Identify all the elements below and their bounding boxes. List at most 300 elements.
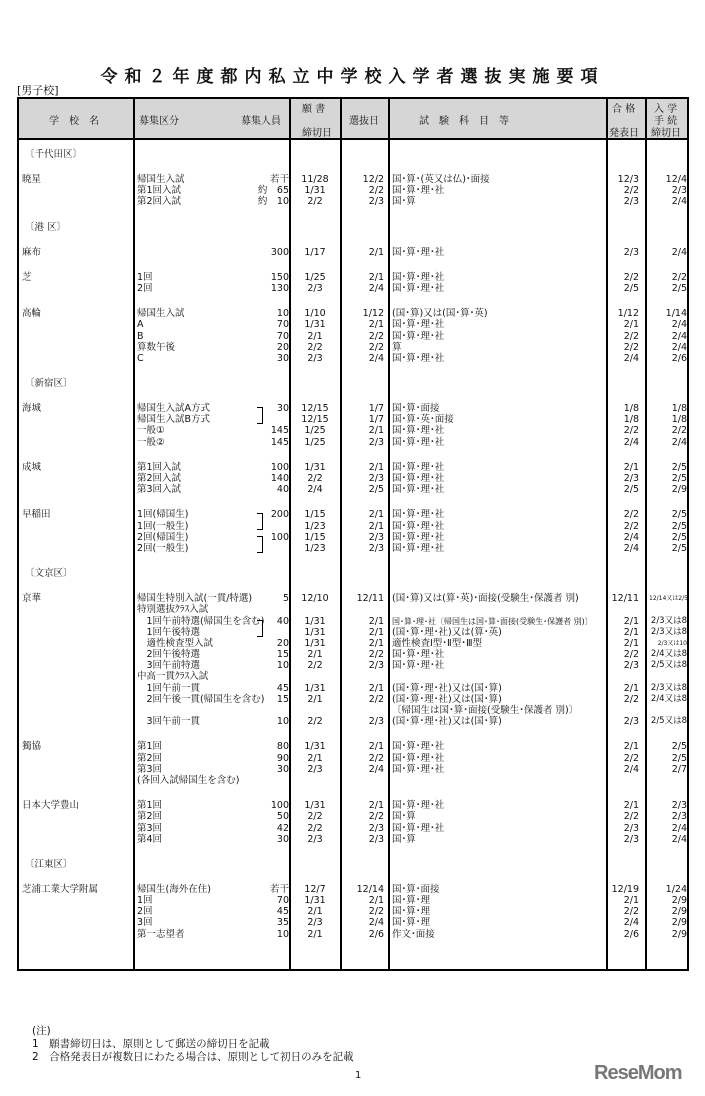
capacity: 30 (276, 352, 289, 364)
exam-date: 1/7 (368, 403, 384, 415)
subjects: 国･算･英･面接 (392, 414, 454, 426)
result-date: 2/2 (623, 906, 639, 918)
school-block (19, 308, 687, 364)
subjects: 国･算･理･社 (392, 800, 445, 812)
header-proc-mid: 手 続 (654, 116, 678, 127)
header-category: 募集区分 (139, 116, 179, 127)
table-row (19, 649, 687, 660)
subjects: 国･算･理･社 (392, 330, 445, 342)
result-date: 2/5 (623, 484, 639, 496)
school-name: 成城 (22, 461, 42, 473)
exam-date: 2/5 (368, 484, 384, 496)
subjects: 国･算･理･社 (392, 246, 445, 258)
result-date: 2/3 (623, 246, 639, 258)
subjects: (国･算･理･社)又は(国･算) (392, 682, 502, 694)
result-date: 2/4 (623, 542, 639, 554)
deadline: 2/1 (307, 330, 323, 342)
ward-heading: 〔港 区〕 (25, 221, 67, 233)
procedure-deadline: 2/4又は8 (650, 693, 687, 704)
capacity: 130 (270, 282, 289, 294)
result-date: 2/1 (623, 461, 639, 473)
category: 2回午後特選 (137, 649, 201, 661)
result-date: 2/3 (623, 716, 639, 728)
capacity: 10 (276, 308, 289, 320)
capacity: 10 (276, 716, 289, 728)
category: B (137, 330, 144, 342)
deadline: 11/28 (301, 174, 329, 185)
table-row (19, 895, 687, 906)
table-row (19, 638, 687, 649)
category: 一般② (137, 436, 165, 448)
capacity: 5 (282, 593, 289, 605)
category: 一般① (137, 425, 165, 437)
exam-date: 2/3 (368, 542, 384, 554)
capacity: 145 (270, 436, 289, 448)
school-block (19, 462, 687, 496)
result-date: 2/2 (623, 509, 639, 521)
school-name: 暁星 (22, 174, 42, 185)
deadline: 1/31 (304, 682, 326, 694)
subjects: 国･算･理･社 (392, 282, 445, 294)
table-row (19, 683, 687, 694)
deadline: 2/2 (307, 716, 323, 728)
result-date: 2/1 (623, 319, 639, 331)
capacity: 300 (270, 246, 289, 258)
deadline: 2/2 (307, 811, 323, 823)
procedure-deadline: 2/3又は8 (650, 626, 687, 637)
school-block (19, 509, 687, 554)
exam-date: 2/2 (368, 906, 384, 918)
capacity: 100 (270, 800, 289, 812)
subjects: 国･算･理･社 (392, 752, 445, 764)
deadline: 12/7 (304, 883, 326, 895)
category: 第3回 (137, 822, 163, 834)
deadline: 1/15 (304, 509, 326, 521)
school-name: 芝 (22, 271, 32, 283)
result-date: 2/2 (623, 649, 639, 661)
deadline: 2/2 (307, 822, 323, 834)
exam-date: 2/3 (368, 531, 384, 543)
subjects: 国･算･理･社〔帰国生は国･算･面接(受験生･保護者 別)〕 (392, 616, 593, 626)
deadline: 2/2 (307, 341, 323, 353)
deadline: 1/31 (304, 185, 326, 197)
school-block (19, 884, 687, 940)
table-row (19, 532, 687, 543)
school-name: 獨協 (22, 741, 42, 753)
deadline: 2/3 (307, 352, 323, 364)
table-row (19, 929, 687, 940)
exam-date: 12/2 (362, 174, 384, 185)
category: 第3回 (137, 763, 163, 775)
table-row (19, 705, 687, 716)
deadline: 1/31 (304, 615, 326, 627)
table-row (19, 811, 687, 822)
table-row (19, 660, 687, 671)
table-row (19, 616, 687, 627)
exam-date: 2/1 (368, 800, 384, 812)
ward-heading: 〔新宿区〕 (25, 378, 73, 390)
procedure-deadline: 2/4 (671, 822, 687, 834)
category: 帰国生入試B方式 (137, 414, 211, 426)
page-number: 1 (355, 1070, 362, 1081)
procedure-deadline: 2/9 (671, 906, 687, 918)
procedure-deadline: 2/5 (671, 461, 687, 473)
subjects: 国･算･理･社 (392, 436, 445, 448)
subjects: (国･算)又は(国･算･英) (392, 308, 488, 320)
exam-date: 2/3 (368, 833, 384, 845)
procedure-deadline: 2/3又は8 (650, 615, 687, 626)
result-date: 2/1 (623, 637, 639, 649)
exam-date: 2/3 (368, 436, 384, 448)
capacity: 45 (276, 906, 289, 918)
exam-date: 2/3 (368, 716, 384, 728)
procedure-deadline: 2/3又は10 (657, 639, 687, 647)
procedure-deadline: 2/4又は8 (650, 649, 687, 660)
capacity: 約 10 (257, 196, 289, 208)
table-row (19, 272, 687, 283)
subjects: 算 (392, 341, 402, 353)
deadline: 1/31 (304, 626, 326, 638)
capacity: 40 (276, 484, 289, 496)
procedure-deadline: 2/4 (671, 246, 687, 258)
school-name: 麻布 (22, 246, 42, 258)
subjects: 国･算･理･社 (392, 461, 445, 473)
subjects: 国･算･理･社 (392, 542, 445, 554)
exam-date: 2/3 (368, 196, 384, 208)
capacity: 150 (270, 271, 289, 283)
result-date: 2/2 (623, 520, 639, 532)
procedure-deadline: 12/4 (665, 174, 687, 185)
subjects: 作文･面接 (392, 928, 435, 940)
exam-date: 2/3 (368, 660, 384, 672)
result-date: 2/3 (623, 660, 639, 672)
deadline: 2/1 (307, 906, 323, 918)
result-date: 12/11 (611, 593, 639, 605)
result-date: 2/1 (623, 615, 639, 627)
deadline: 12/15 (301, 403, 329, 415)
table-row (19, 342, 687, 353)
exam-date: 2/3 (368, 822, 384, 834)
result-date: 2/4 (623, 436, 639, 448)
category: 第2回 (137, 752, 163, 764)
procedure-deadline: 2/9 (671, 895, 687, 907)
header-exam: 選抜日 (349, 116, 379, 127)
procedure-deadline: 2/2 (671, 425, 687, 437)
exam-date: 12/11 (356, 593, 384, 605)
capacity: 約 65 (257, 185, 289, 197)
deadline: 1/25 (304, 436, 326, 448)
subjects: 〔帰国生は国･算･面接(受験生･保護者 別)〕 (392, 705, 579, 716)
table-row (19, 716, 687, 727)
result-date: 2/4 (623, 917, 639, 929)
school-name: 京華 (22, 593, 42, 605)
deadline: 2/2 (307, 196, 323, 208)
category: 帰国生入試 (137, 174, 185, 185)
deadline: 1/31 (304, 741, 326, 753)
subjects: 適性検査Ⅰ型･Ⅱ型･Ⅲ型 (392, 637, 483, 649)
header-capacity: 募集人員 (241, 116, 281, 127)
capacity: 140 (270, 473, 289, 484)
table-row (19, 403, 687, 414)
deadline: 1/15 (304, 531, 326, 543)
table-row (19, 741, 687, 752)
exam-date: 2/1 (368, 682, 384, 694)
procedure-deadline: 2/9 (671, 484, 687, 496)
procedure-deadline: 1/14 (665, 308, 687, 320)
capacity: 10 (276, 928, 289, 940)
result-date: 2/1 (623, 626, 639, 638)
result-date: 1/8 (623, 414, 639, 426)
exam-date: 2/1 (368, 246, 384, 258)
deadline: 1/31 (304, 800, 326, 812)
subjects: 国･算･理･社 (392, 425, 445, 437)
category: 帰国生入試 (137, 308, 185, 320)
subjects: 国･算･理 (392, 917, 431, 929)
header-deadline-bottom: 締切日 (302, 128, 332, 139)
capacity: 70 (276, 319, 289, 331)
procedure-deadline: 2/5 (671, 542, 687, 554)
table-row (19, 509, 687, 520)
procedure-deadline: 2/3又は8 (650, 682, 687, 693)
resemom-logo: ReseMom (594, 1062, 682, 1084)
header-school: 学 校 名 (49, 116, 99, 127)
exam-date: 2/2 (368, 811, 384, 823)
exam-date: 2/2 (368, 693, 384, 705)
category: 1回午前一貫 (137, 682, 201, 694)
deadline: 2/1 (307, 752, 323, 764)
category: 第1回入試 (137, 461, 182, 473)
exam-date: 2/4 (368, 352, 384, 364)
deadline: 2/3 (307, 833, 323, 845)
procedure-deadline: 2/5 (671, 509, 687, 521)
result-date: 2/2 (623, 341, 639, 353)
deadline: 1/25 (304, 271, 326, 283)
table-row (19, 283, 687, 294)
subjects: 国･算･理 (392, 895, 431, 907)
procedure-deadline: 2/5 (671, 741, 687, 753)
category: 第2回入試 (137, 196, 182, 208)
table-row (19, 308, 687, 319)
subjects: 国･算･理･社 (392, 352, 445, 364)
category: 1回 (137, 271, 153, 283)
subjects: 国･算･理･社 (392, 741, 445, 753)
table-row (19, 331, 687, 342)
header-proc-top: 入 学 (654, 104, 678, 115)
procedure-deadline: 2/4 (671, 833, 687, 845)
deadline: 1/25 (304, 425, 326, 437)
category: 3回 (137, 917, 153, 929)
table-row (19, 196, 687, 207)
table-row (19, 247, 687, 258)
exam-date: 2/6 (368, 928, 384, 940)
school-block (19, 741, 687, 786)
procedure-deadline: 2/7 (671, 763, 687, 775)
result-date: 2/2 (623, 425, 639, 437)
notes (32, 1025, 354, 1064)
category: 1回午後特選 (137, 626, 201, 638)
result-date: 2/2 (623, 330, 639, 342)
category: 特別選抜ｸﾗｽ入試 (137, 604, 209, 616)
capacity: 20 (276, 637, 289, 649)
table-row (19, 484, 687, 495)
subjects: 国･算･理･社 (392, 185, 445, 197)
category: 帰国生入試A方式 (137, 403, 210, 415)
category: 第3回入試 (137, 484, 182, 496)
table-row (19, 425, 687, 436)
category: 2回 (137, 282, 153, 294)
note-item: 2 合格発表日が複数日にわたる場合は、原則として初日のみを記載 (32, 1051, 354, 1063)
category: 2回(帰国生) (137, 531, 189, 543)
result-date: 2/3 (623, 833, 639, 845)
table-row (19, 884, 687, 895)
subjects: (国･算･理･社)又は(算･英) (392, 626, 502, 638)
school-block (19, 272, 687, 294)
deadline: 1/17 (304, 246, 326, 258)
table-row (19, 764, 687, 775)
deadline: 2/3 (307, 763, 323, 775)
school-name: 早稲田 (22, 509, 51, 521)
category: (各回入試帰国生を含む) (137, 774, 240, 786)
deadline: 2/2 (307, 660, 323, 672)
deadline: 2/3 (307, 282, 323, 294)
category: 2回 (137, 906, 153, 918)
result-date: 12/3 (617, 174, 639, 185)
procedure-deadline: 2/4 (671, 330, 687, 342)
result-date: 2/1 (623, 741, 639, 753)
category: 中高一貫ｸﾗｽ入試 (137, 671, 209, 683)
deadline: 1/10 (304, 308, 326, 320)
table-row (19, 834, 687, 845)
exam-date: 2/1 (368, 895, 384, 907)
category: 第2回 (137, 811, 163, 823)
procedure-deadline: 2/5 (671, 282, 687, 294)
procedure-deadline: 12/14又は2/5 (649, 595, 688, 603)
category: 1回午前特選(帰国生を含む) (137, 615, 265, 627)
subjects: 国･算･理･社 (392, 271, 445, 283)
subjects: 国･算･理･社 (392, 649, 445, 661)
note-item: 1 願書締切日は、原則として郵送の締切日を記載 (32, 1038, 270, 1050)
procedure-deadline: 2/5 (671, 520, 687, 532)
exam-date: 2/1 (368, 741, 384, 753)
category: 2回(一般生) (137, 542, 189, 554)
subjects: 国･算･面接 (392, 883, 440, 895)
exam-date: 2/2 (368, 330, 384, 342)
capacity: 50 (276, 811, 289, 823)
deadline: 1/31 (304, 319, 326, 331)
capacity: 30 (276, 403, 289, 415)
exam-date: 12/14 (356, 883, 384, 895)
deadline: 1/31 (304, 637, 326, 649)
procedure-deadline: 2/4 (671, 319, 687, 331)
deadline: 1/23 (304, 542, 326, 554)
table-row (19, 593, 687, 604)
category: 第1回 (137, 741, 163, 753)
subjects: 国･算 (392, 811, 416, 823)
result-date: 2/2 (623, 752, 639, 764)
category: 第2回入試 (137, 473, 182, 484)
result-date: 2/3 (623, 822, 639, 834)
table-row (19, 543, 687, 554)
table-row (19, 753, 687, 764)
table-row (19, 174, 687, 185)
exam-date: 2/1 (368, 520, 384, 532)
result-date: 2/1 (623, 895, 639, 907)
procedure-deadline: 2/5 (671, 473, 687, 484)
category: 帰国生特別入試(一貫/特選) (137, 593, 253, 605)
procedure-deadline: 2/3 (671, 800, 687, 812)
subjects: 国･算･理･社 (392, 531, 445, 543)
result-date: 12/19 (611, 883, 639, 895)
category: 1回(一般生) (137, 520, 189, 532)
category: 算数午後 (137, 341, 176, 353)
school-block (19, 174, 687, 208)
subjects: 国･算･面接 (392, 403, 440, 415)
procedure-deadline: 2/5 (671, 752, 687, 764)
result-date: 2/3 (623, 196, 639, 208)
table-row (19, 671, 687, 682)
school-name: 海城 (22, 403, 42, 415)
exam-date: 2/1 (368, 626, 384, 638)
table-row (19, 473, 687, 484)
procedure-deadline: 2/9 (671, 928, 687, 940)
subjects: 国･算･理･社 (392, 319, 445, 331)
result-date: 1/8 (623, 403, 639, 415)
subjects: 国･算 (392, 833, 416, 845)
header-subjects: 試 験 科 目 等 (419, 116, 509, 127)
exam-date: 2/4 (368, 282, 384, 294)
deadline: 2/2 (307, 473, 323, 484)
exam-date: 2/2 (368, 649, 384, 661)
capacity: 200 (270, 509, 289, 521)
capacity: 100 (270, 531, 289, 543)
capacity: 10 (276, 660, 289, 672)
result-date: 2/2 (623, 271, 639, 283)
procedure-deadline: 2/5又は8 (650, 716, 687, 727)
exam-date: 2/1 (368, 425, 384, 437)
exam-date: 1/7 (368, 414, 384, 426)
procedure-deadline: 2/4 (671, 436, 687, 448)
subjects: 国･算･理･社 (392, 822, 445, 834)
table-row (19, 437, 687, 448)
procedure-deadline: 2/2 (671, 271, 687, 283)
result-date: 2/5 (623, 282, 639, 294)
table-row (19, 604, 687, 615)
category: C (137, 352, 144, 364)
subjects: (国･算･理･社)又は(国･算) (392, 716, 502, 728)
subjects: 国･算 (392, 196, 416, 208)
capacity: 15 (276, 693, 289, 705)
exam-date: 2/1 (368, 509, 384, 521)
category: 第一志望者 (137, 928, 185, 940)
table-row (19, 353, 687, 364)
result-date: 2/6 (623, 928, 639, 940)
capacity: 70 (276, 330, 289, 342)
table-row (19, 823, 687, 834)
result-date: 2/2 (623, 693, 639, 705)
capacity: 40 (276, 615, 289, 627)
deadline: 2/3 (307, 917, 323, 929)
subjects: 国･算･理･社 (392, 763, 445, 775)
deadline: 2/4 (307, 484, 323, 496)
category: 3回午前特選 (137, 660, 201, 672)
result-date: 2/4 (623, 531, 639, 543)
school-block (19, 800, 687, 845)
exam-date: 2/1 (368, 319, 384, 331)
result-date: 2/2 (623, 185, 639, 197)
capacity: 若干 (269, 883, 289, 895)
table-row (19, 521, 687, 532)
header-proc-bottom: 締切日 (651, 128, 681, 139)
